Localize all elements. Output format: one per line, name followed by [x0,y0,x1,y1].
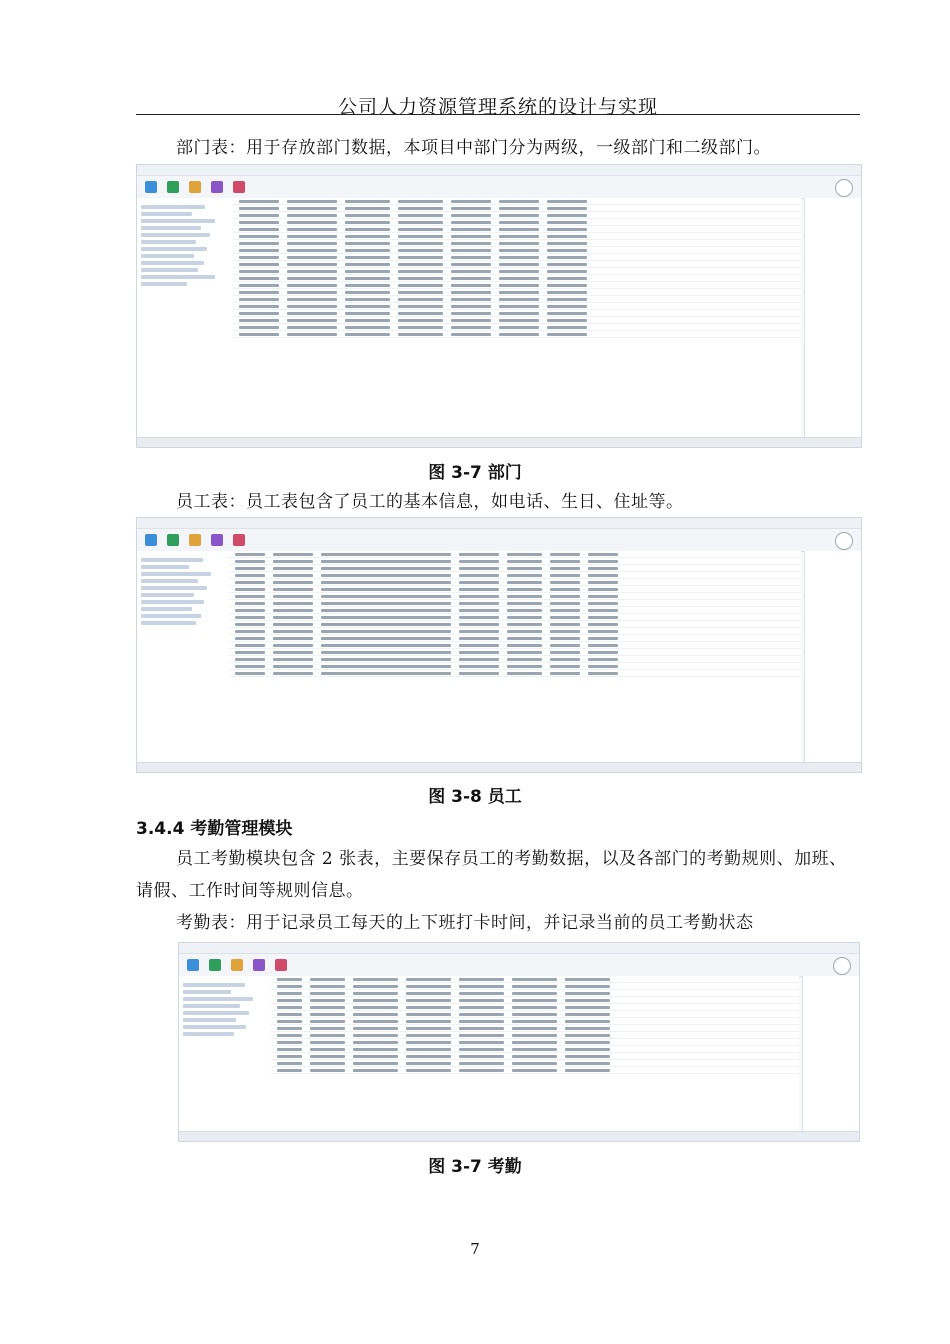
data-grid [229,551,801,762]
avatar [835,532,853,550]
connection-icon [145,534,157,546]
page-header-title: 公司人力资源管理系统的设计与实现 [337,96,658,118]
module-intro-paragraph: 员工考勤模块包含 2 张表，主要保存员工的考勤数据，以及各部门的考勤规则、加班、请假、工作时间等规则信息。 [136,849,847,901]
avatar [833,957,851,975]
toolbar [137,529,861,552]
info-panel [802,976,859,1131]
table-icon [167,534,179,546]
figure-caption-1: 图 3-7 部门 [428,463,522,483]
dept-intro-paragraph: 部门表：用于存放部门数据，本项目中部门分为两级，一级部门和二级部门。 [176,138,771,158]
connection-icon [145,181,157,193]
object-tree [137,551,234,762]
toolbar [137,176,861,199]
query-icon [189,534,201,546]
attendance-intro-paragraph: 考勤表：用于记录员工每天的上下班打卡时间，并记录当前的员工考勤状态 [176,913,754,933]
window-titlebar [137,165,861,176]
header-rule [136,114,860,115]
window-titlebar [179,943,859,954]
employee-table-screenshot [136,517,862,773]
info-panel [804,198,861,437]
window-titlebar [137,518,861,529]
chart-icon [233,534,245,546]
chart-icon [233,181,245,193]
status-bar [137,437,861,447]
data-grid [233,198,801,437]
connection-icon [187,959,199,971]
report-icon [211,534,223,546]
figure-caption-2: 图 3-8 员工 [428,787,522,807]
section-heading: 3.4.4 考勤管理模块 [136,819,293,839]
chart-icon [275,959,287,971]
page-number: 7 [470,1240,480,1258]
data-grid [271,976,799,1131]
toolbar [179,954,859,977]
attendance-table-screenshot [178,942,860,1142]
status-bar [137,762,861,772]
report-icon [253,959,265,971]
report-icon [211,181,223,193]
table-icon [209,959,221,971]
info-panel [804,551,861,762]
status-bar [179,1131,859,1141]
object-tree [137,198,238,437]
avatar [835,179,853,197]
figure-caption-3: 图 3-7 考勤 [428,1157,522,1177]
emp-intro-paragraph: 员工表：员工表包含了员工的基本信息，如电话、生日、住址等。 [176,492,684,512]
object-tree [179,976,276,1131]
dept-table-screenshot [136,164,862,448]
query-icon [189,181,201,193]
table-icon [167,181,179,193]
query-icon [231,959,243,971]
